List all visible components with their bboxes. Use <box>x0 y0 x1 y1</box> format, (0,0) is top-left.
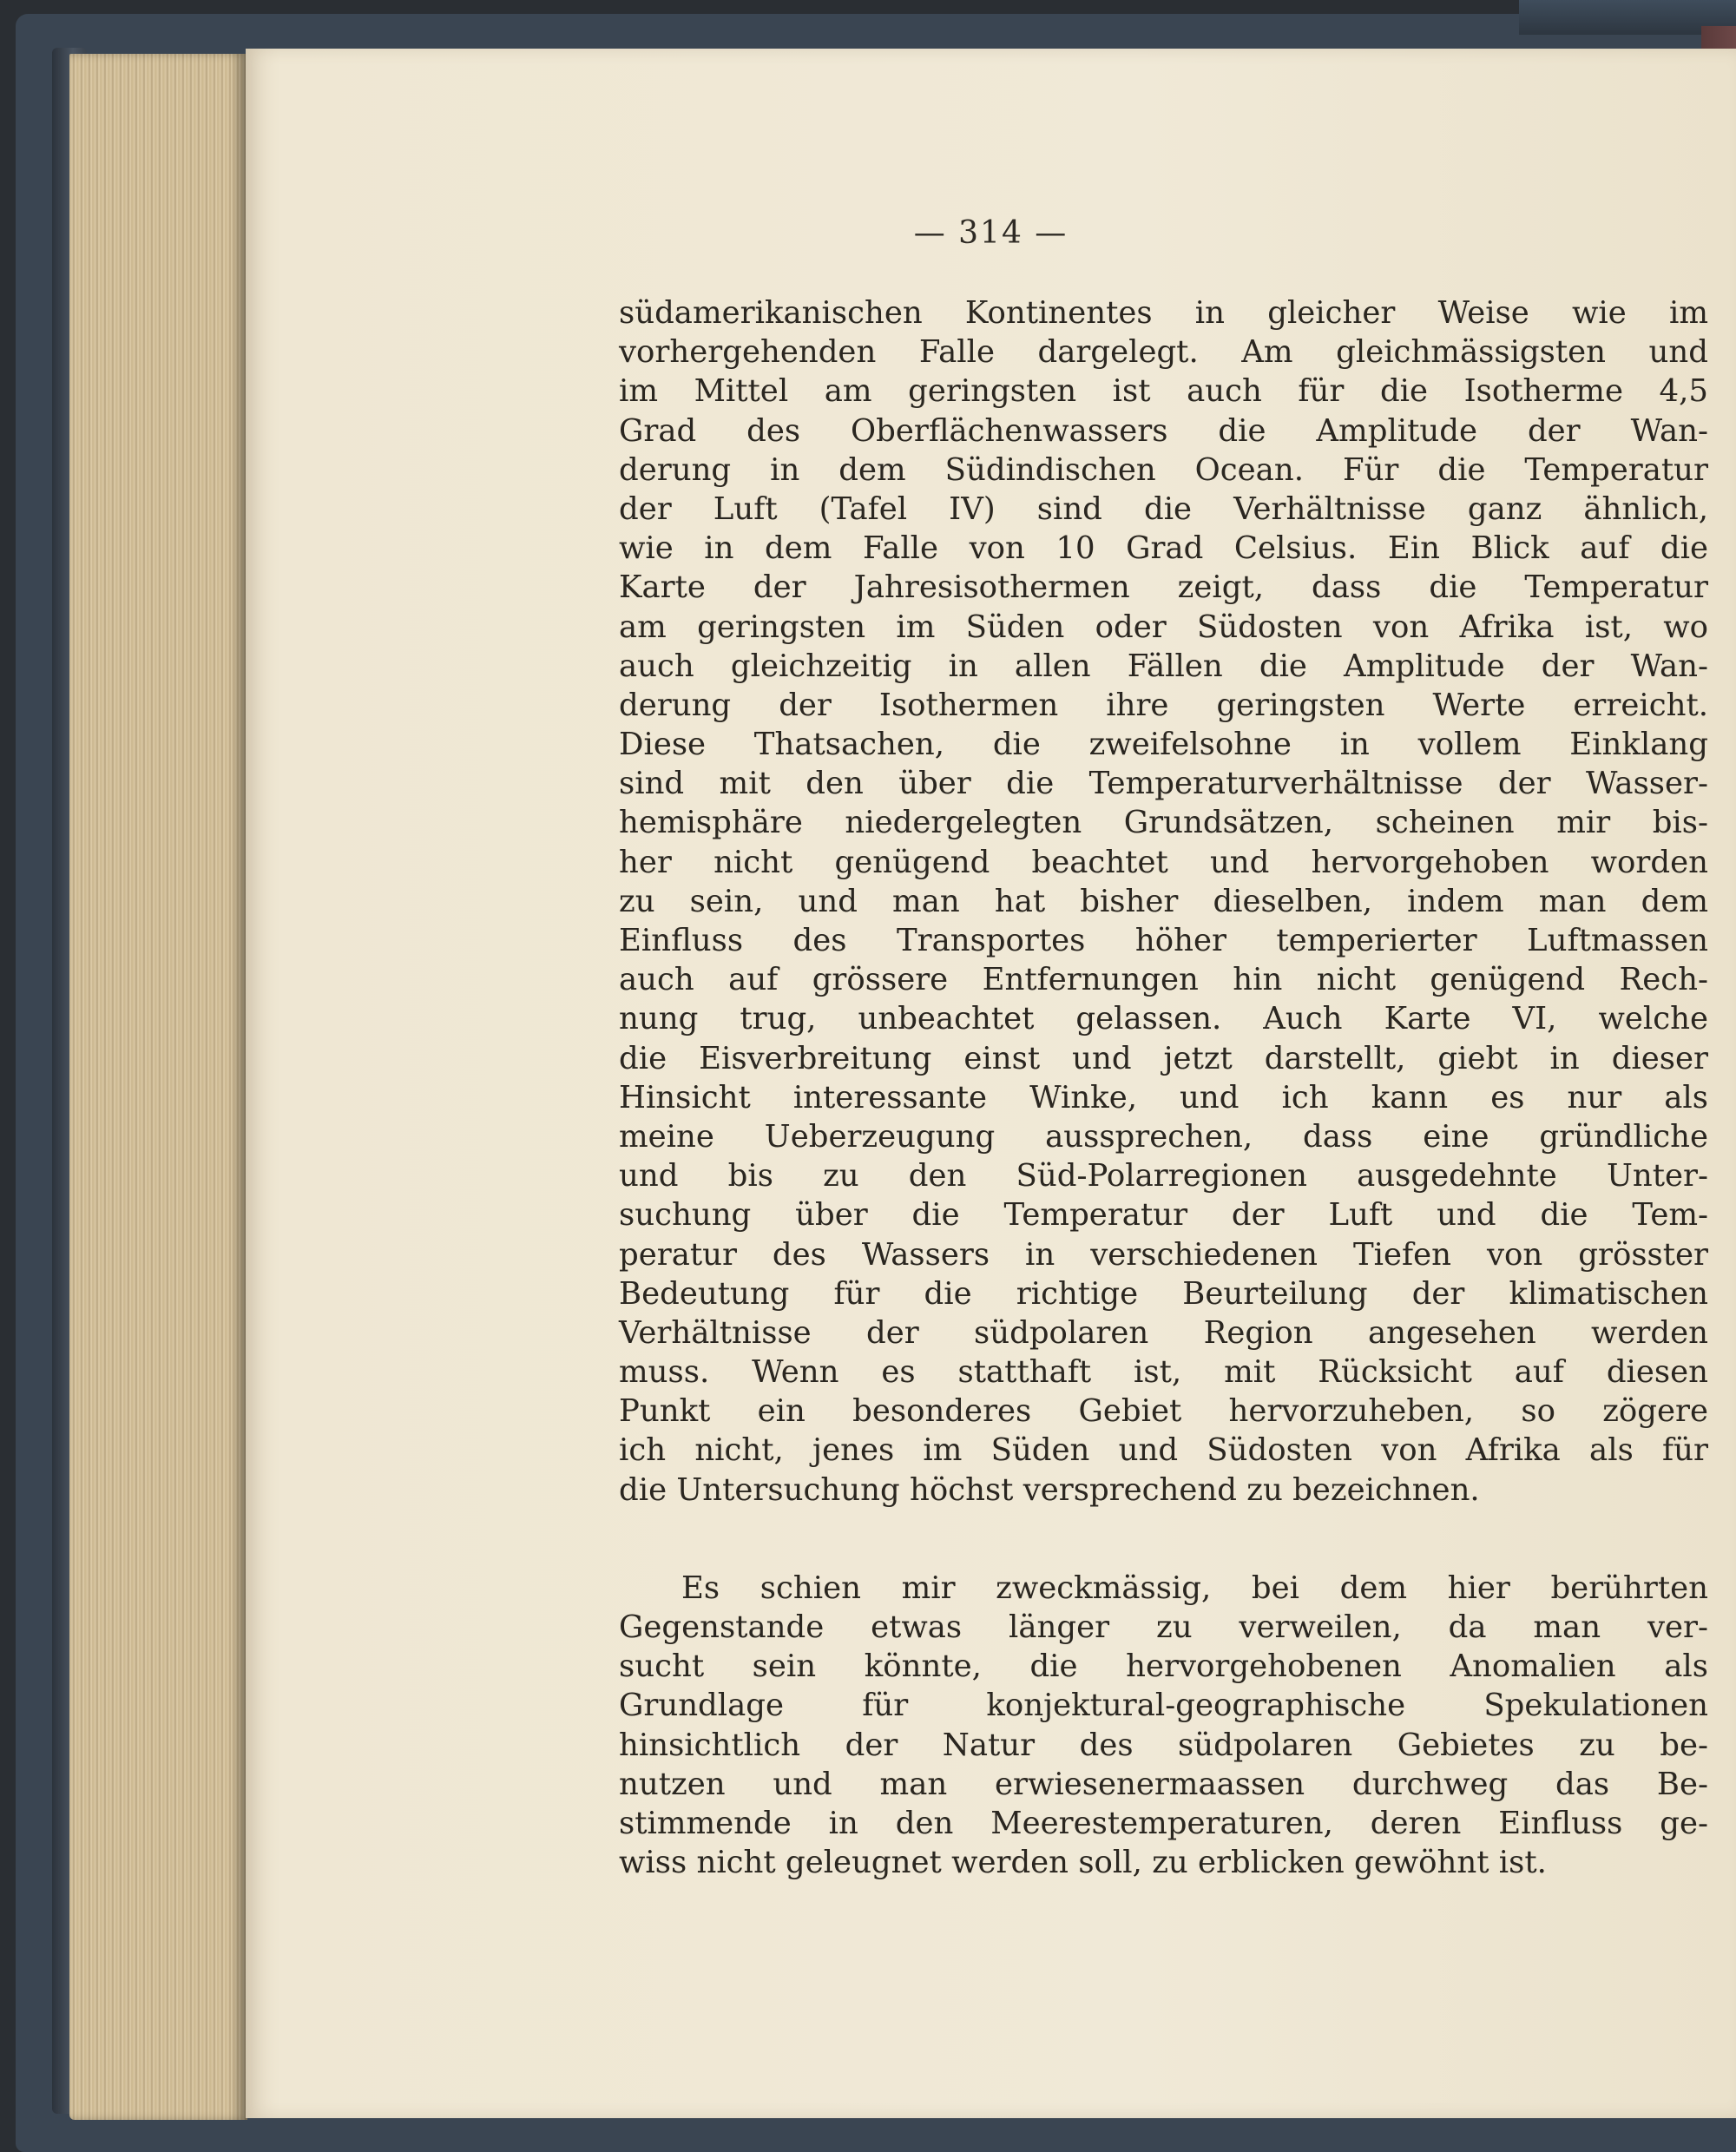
paragraph-2 <box>619 1569 1708 1883</box>
text-line: derung in dem Südindischen Ocean. Für die Temperatur <box>619 451 1708 488</box>
text-line: Karte der Jahresisothermen zeigt, dass die Temperatur <box>619 569 1708 606</box>
text-line: stimmende in den Meerestemperaturen, deren Einfluss ge- <box>619 1805 1708 1841</box>
text-line: sind mit den über die Temperaturverhältnisse der Wasser- <box>619 766 1708 802</box>
text-line: Grad des Oberflächenwassers die Amplitude der Wan- <box>619 412 1708 449</box>
text-line: muss. Wenn es statthaft ist, mit Rücksicht auf diesen <box>619 1354 1708 1391</box>
text-line: im Mittel am geringsten ist auch für die Isotherme 4,5 <box>619 373 1708 410</box>
text-line: hinsichtlich der Natur des südpolaren Gebietes zu be- <box>619 1727 1708 1763</box>
text-line: wie in dem Falle von 10 Grad Celsius. Ein Blick auf die <box>619 530 1708 567</box>
text-line: auch auf grössere Entfernungen hin nicht genügend Rech- <box>619 962 1708 998</box>
book-page <box>246 49 1736 2118</box>
text-line: und bis zu den Süd-Polarregionen ausgedehnte Unter- <box>619 1158 1708 1194</box>
page-body <box>619 293 1708 1882</box>
text-line: derung der Isothermen ihre geringsten Werte erreicht. <box>619 687 1708 723</box>
text-line: Es schien mir zweckmässig, bei dem hier berührten <box>681 1570 1708 1606</box>
paragraph-1 <box>619 293 1708 1510</box>
text-line: Bedeutung für die richtige Beurteilung der klimatischen <box>619 1275 1708 1312</box>
text-line: meine Ueberzeugung aussprechen, dass eine gründliche <box>619 1118 1708 1155</box>
page-number: — 314 — <box>913 215 1069 251</box>
text-line: vorhergehenden Falle dargelegt. Am gleichmässigsten und <box>619 334 1708 371</box>
text-line: auch gleichzeitig in allen Fällen die Amplitude der Wan- <box>619 648 1708 684</box>
text-line: Diese Thatsachen, die zweifelsohne in vollem Einklang <box>619 727 1708 763</box>
text-line: Hinsicht interessante Winke, und ich kann es nur als <box>619 1079 1708 1115</box>
text-line: wiss nicht geleugnet werden soll, zu erblicken gewöhnt ist. <box>619 1845 1547 1881</box>
text-line: Grundlage für konjektural-geographische Spekulationen <box>619 1688 1708 1724</box>
text-line: suchung über die Temperatur der Luft und die Tem- <box>619 1197 1708 1234</box>
text-line: Gegenstande etwas länger zu verweilen, da man ver- <box>619 1609 1708 1645</box>
text-line: Verhältnisse der südpolaren Region angesehen werden <box>619 1314 1708 1351</box>
text-line: Einfluss des Transportes höher temperierter Luftmassen <box>619 923 1708 958</box>
text-line: hemisphäre niedergelegten Grundsätzen, scheinen mir bis- <box>619 805 1708 841</box>
text-line: her nicht genügend beachtet und hervorgehoben worden <box>619 844 1708 880</box>
paragraph-spacer <box>619 1510 1708 1569</box>
text-line: Punkt ein besonderes Gebiet hervorzuheben, so zögere <box>619 1393 1708 1430</box>
text-line: die Eisverbreitung einst und jetzt darstellt, giebt in dieser <box>619 1040 1708 1076</box>
text-line: zu sein, und man hat bisher dieselben, indem man dem <box>619 883 1708 919</box>
text-line: nutzen und man erwiesenermaassen durchweg das Be- <box>619 1766 1708 1802</box>
text-line: sucht sein könnte, die hervorgehobenen Anomalien als <box>619 1649 1708 1685</box>
text-line: südamerikanischen Kontinentes in gleicher Weise wie im <box>619 295 1708 331</box>
stacked-page-edges <box>69 54 247 2120</box>
text-line: der Luft (Tafel IV) sind die Verhältnisse ganz ähnlich, <box>619 490 1708 527</box>
text-line: die Untersuchung höchst versprechend zu bezeichnen. <box>619 1471 1480 1508</box>
text-line: nung trug, unbeachtet gelassen. Auch Karte VI, welche <box>619 1001 1708 1037</box>
text-line: ich nicht, jenes im Süden und Südosten von Afrika als für <box>619 1432 1708 1469</box>
text-line: am geringsten im Süden oder Südosten von Afrika ist, wo <box>619 609 1708 645</box>
text-line: peratur des Wassers in verschiedenen Tiefen von grösster <box>619 1236 1708 1273</box>
